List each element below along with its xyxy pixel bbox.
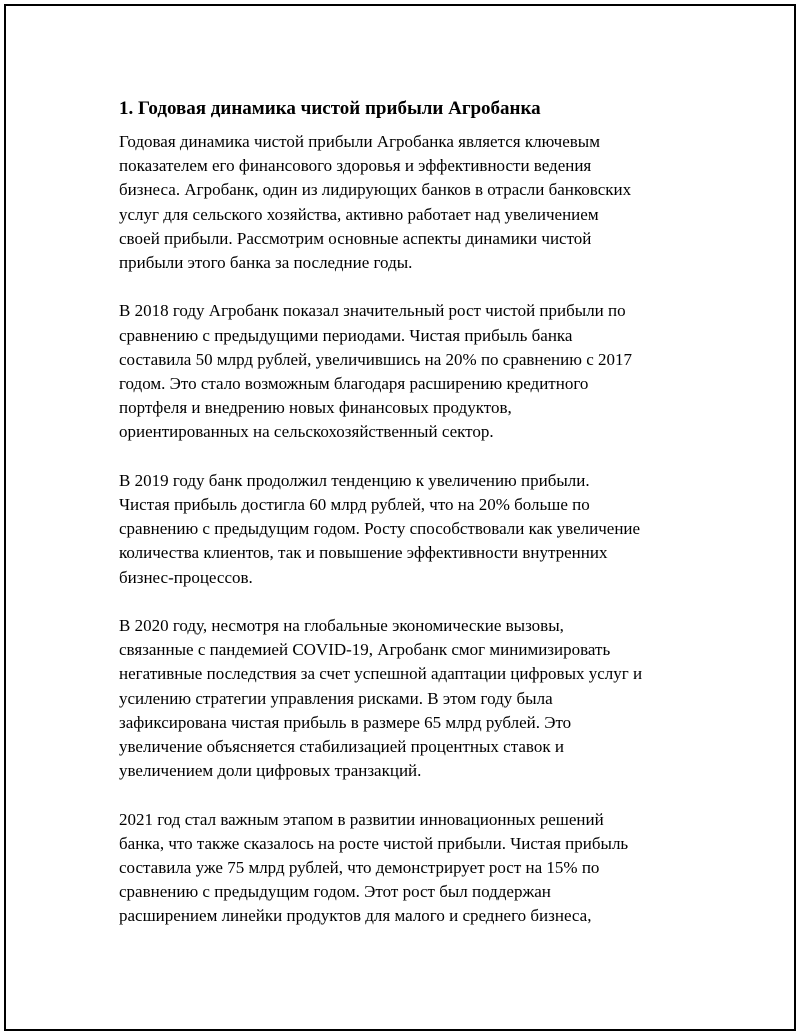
- text-line: В 2020 году, несмотря на глобальные экономические вызовы,: [119, 616, 564, 636]
- paragraph-2019: [119, 469, 694, 590]
- text-line: своей прибыли. Рассмотрим основные аспекты динамики чистой: [119, 228, 592, 248]
- paragraph-2018: [119, 299, 694, 444]
- paragraph-2021: [119, 808, 694, 929]
- text-line: портфеля и внедрению новых финансовых продуктов,: [119, 398, 512, 418]
- document-page: [4, 4, 796, 1031]
- text-line: сравнению с предыдущими периодами. Чистая прибыль банка: [119, 325, 573, 345]
- document-content: [119, 96, 694, 953]
- text-line: негативные последствия за счет успешной адаптации цифровых услуг и: [119, 664, 643, 684]
- text-line: количества клиентов, так и повышение эффективности внутренних: [119, 543, 608, 563]
- text-line: бизнес-процессов.: [119, 567, 253, 587]
- text-line: показателем его финансового здоровья и эффективности ведения: [119, 156, 592, 176]
- paragraph-intro: [119, 130, 694, 275]
- text-line: увеличение объясняется стабилизацией процентных ставок и: [119, 737, 564, 757]
- text-line: связанные с пандемией COVID-19, Агробанк смог минимизировать: [119, 640, 611, 660]
- text-line: В 2018 году Агробанк показал значительный рост чистой прибыли по: [119, 301, 626, 321]
- text-line: прибыли этого банка за последние годы.: [119, 253, 413, 273]
- text-line: зафиксирована чистая прибыль в размере 65 млрд рублей. Это: [119, 712, 572, 732]
- text-line: банка, что также сказалось на росте чистой прибыли. Чистая прибыль: [119, 833, 629, 853]
- text-line: ориентированных на сельскохозяйственный сектор.: [119, 422, 494, 442]
- text-line: В 2019 году банк продолжил тенденцию к увеличению прибыли.: [119, 470, 590, 490]
- text-line: услуг для сельского хозяйства, активно работает над увеличением: [119, 204, 599, 224]
- text-line: 2021 год стал важным этапом в развитии инновационных решений: [119, 809, 604, 829]
- text-line: увеличением доли цифровых транзакций.: [119, 761, 422, 781]
- text-line: годом. Это стало возможным благодаря расширению кредитного: [119, 374, 589, 394]
- section-heading: 1. Годовая динамика чистой прибыли Агробанка: [119, 98, 541, 119]
- text-line: расширением линейки продуктов для малого и среднего бизнеса,: [119, 906, 592, 926]
- text-line: сравнению с предыдущим годом. Этот рост был поддержан: [119, 882, 551, 902]
- text-line: Годовая динамика чистой прибыли Агробанка является ключевым: [119, 132, 600, 151]
- text-line: усилению стратегии управления рисками. В этом году была: [119, 688, 553, 708]
- text-line: Чистая прибыль достигла 60 млрд рублей, что на 20% больше по: [119, 495, 590, 515]
- text-line: составила уже 75 млрд рублей, что демонстрирует рост на 15% по: [119, 858, 600, 878]
- paragraph-2020: [119, 614, 694, 783]
- text-line: сравнению с предыдущим годом. Росту способствовали как увеличение: [119, 519, 641, 539]
- text-line: бизнеса. Агробанк, один из лидирующих банков в отрасли банковских: [119, 180, 632, 200]
- text-line: составила 50 млрд рублей, увеличившись на 20% по сравнению с 2017: [119, 349, 632, 369]
